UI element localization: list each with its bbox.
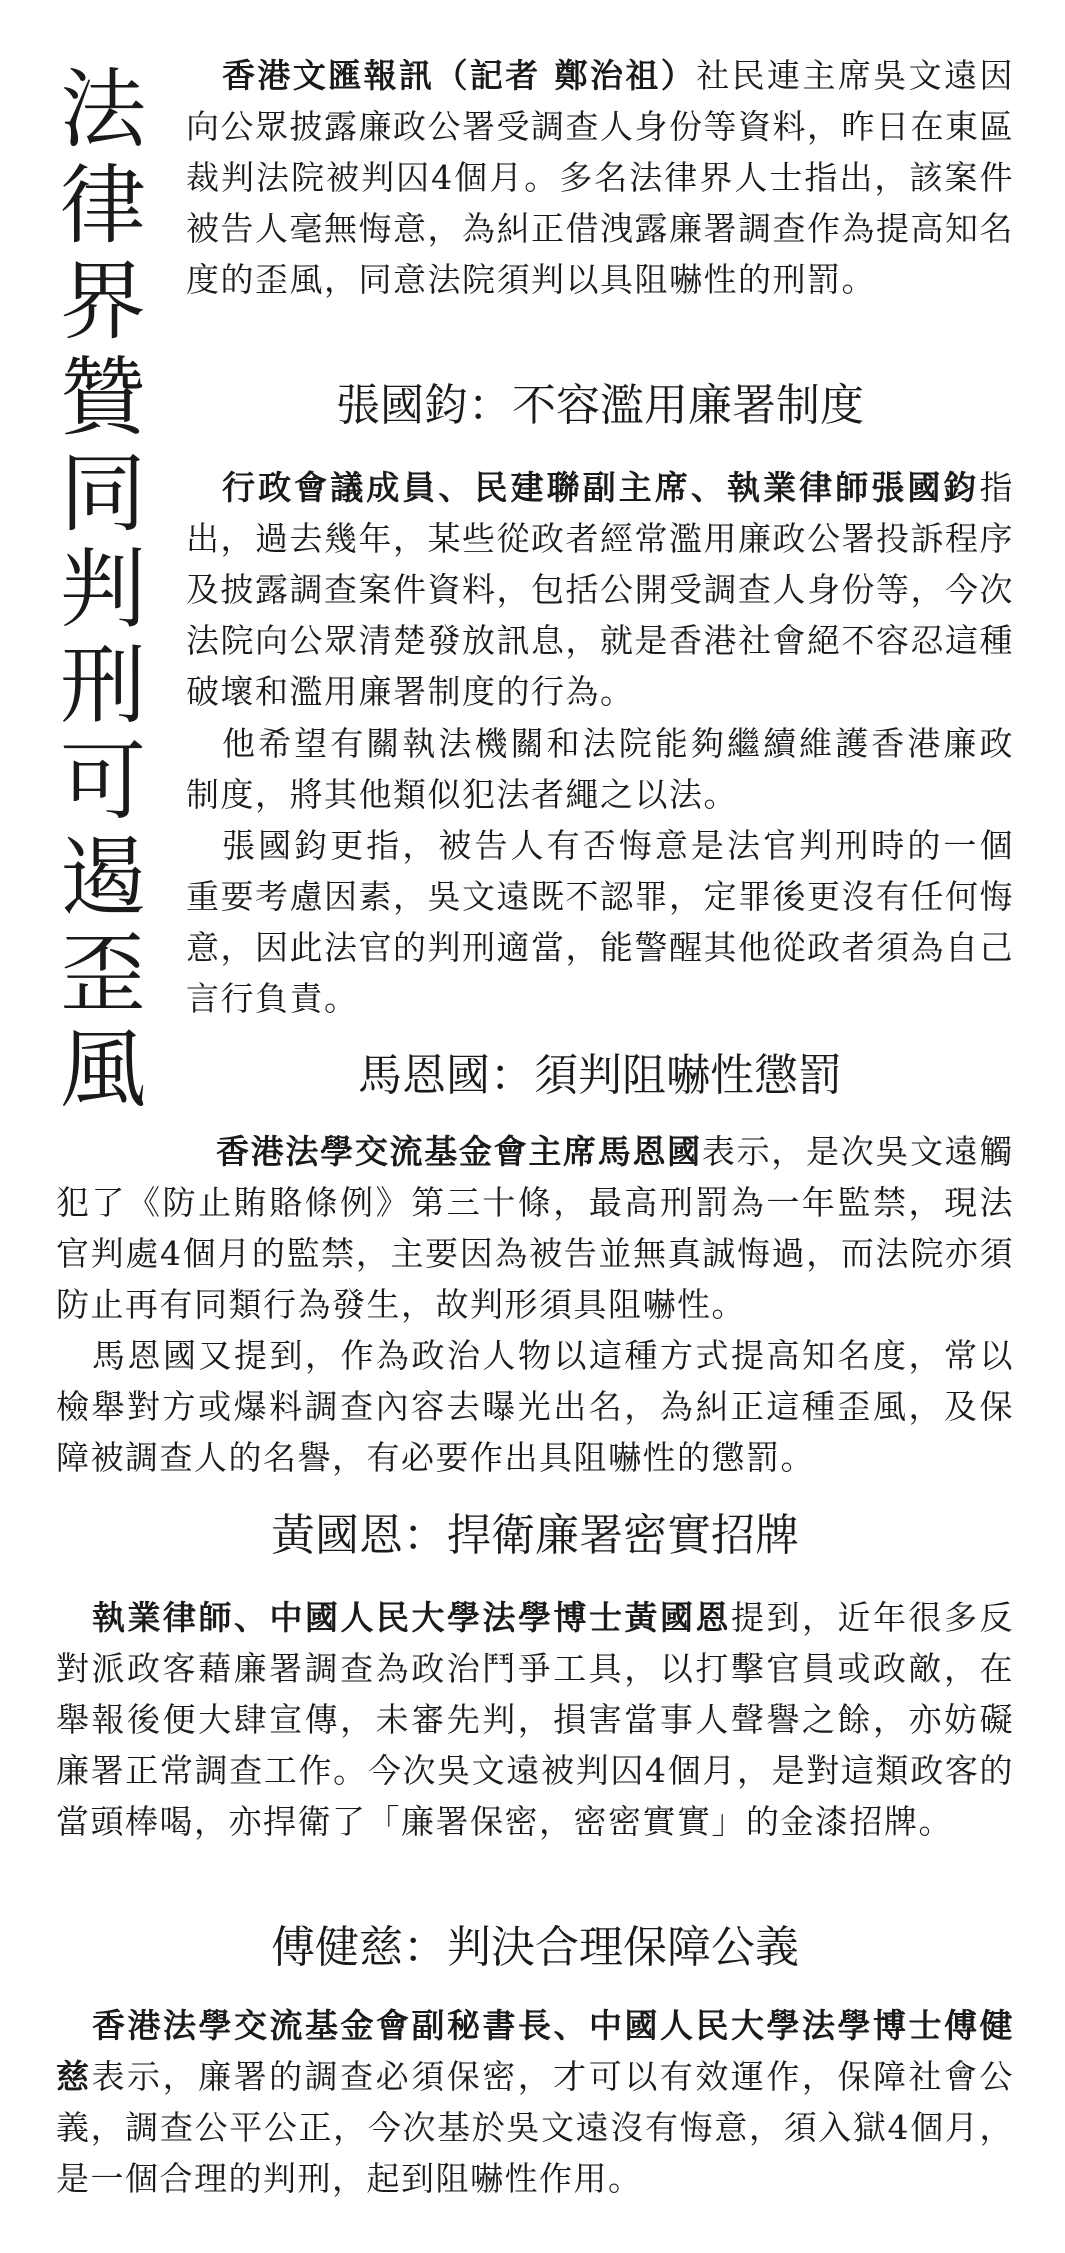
intro-text: 社民連主席吳文遠因向公眾披露廉政公署受調查人身份等資料，昨日在東區裁判法院被判囚4個月。多名法律界人士指出，該案件被告人毫無悔意，為糾正借洩露廉署調查作為提高知名度的歪風，同意法院須判以具阻嚇性的刑罰。 xyxy=(186,56,1014,299)
section4-heading: 傅健慈：判決合理保障公義 xyxy=(271,1922,799,1973)
headline xyxy=(48,62,158,1118)
section3-heading: 黃國恩：捍衛廉署密實招牌 xyxy=(271,1510,799,1561)
section1-paragraph-3: 張國鈞更指，被告人有否悔意是法官判刑時的一個重要考慮因素，吳文遠既不認罪，定罪後更沒有任何悔意，因此法官的判刑適當，能警醒其他從政者須為自己言行負責。 xyxy=(186,826,1014,1018)
section1-heading: 張國鈞：不容濫用廉署制度 xyxy=(336,380,864,431)
section3-paragraph-1 xyxy=(56,1592,1014,1847)
intro-byline: 香港文匯報訊（記者 鄭治祖） xyxy=(222,56,697,95)
section2-paragraph-1 xyxy=(56,1126,1014,1330)
headline-char: 可 xyxy=(60,732,146,832)
headline-char: 判 xyxy=(60,540,146,640)
section3-speaker: 執業律師、中國人民大學法學博士黃國恩 xyxy=(92,1598,731,1637)
section4-text-1: 表示，廉署的調查必須保密，才可以有效運作，保障社會公義，調查公平公正，今次基於吳文遠沒有悔意，須入獄4個月，是一個合理的判刑，起到阻嚇性作用。 xyxy=(56,2057,1015,2198)
section3-text-1: 提到，近年很多反對派政客藉廉署調查為政治鬥爭工具，以打擊官員或政敵，在舉報後便大肆宣傳，未審先判，損害當事人聲譽之餘，亦妨礙廉署正常調查工作。今次吳文遠被判囚4個月，是對這類政客的當頭棒喝，亦捍衛了「廉署保密，密密實實」的金漆招牌。 xyxy=(56,1598,1014,1841)
section4-paragraph-1 xyxy=(56,2000,1014,2204)
headline-char: 界 xyxy=(60,252,146,352)
headline-char: 風 xyxy=(60,1020,146,1120)
headline-char: 刑 xyxy=(60,636,146,736)
section2-text-1: 表示，是次吳文遠觸犯了《防止賄賂條例》第三十條，最高刑罰為一年監禁，現法官判處4個月的監禁，主要因為被告並無真誠悔過，而法院亦須防止再有同類行為發生，故判形須具阻嚇性。 xyxy=(56,1132,1015,1324)
headline-char: 律 xyxy=(60,156,146,256)
headline-char: 法 xyxy=(60,60,146,160)
section2-speaker: 香港法學交流基金會主席馬恩國 xyxy=(216,1132,702,1171)
section1-text-1: 指出，過去幾年，某些從政者經常濫用廉政公署投訴程序及披露調查案件資料，包括公開受調查人身份等，今次法院向公眾清楚發放訊息，就是香港社會絕不容忍這種破壞和濫用廉署制度的行為。 xyxy=(186,468,1014,711)
section4-speaker: 香港法學交流基金會副秘書長、中國人民大學法學博士傅健慈 xyxy=(56,2006,1014,2096)
headline-char: 同 xyxy=(60,444,146,544)
headline-char: 歪 xyxy=(60,924,146,1024)
headline-char: 贊 xyxy=(60,348,146,448)
section1-paragraph-2: 他希望有關執法機關和法院能夠繼續維護香港廉政制度，將其他類似犯法者繩之以法。 xyxy=(186,724,1014,814)
intro-paragraph xyxy=(186,50,1014,305)
section1-speaker: 行政會議成員、民建聯副主席、執業律師張國鈞 xyxy=(222,468,980,507)
section1-paragraph-1 xyxy=(186,462,1014,717)
section2-paragraph-2: 馬恩國又提到，作為政治人物以這種方式提高知名度，常以檢舉對方或爆料調查內容去曝光出名，為糾正這種歪風，及保障被調查人的名譽，有必要作出具阻嚇性的懲罰。 xyxy=(56,1336,1014,1477)
headline-char: 遏 xyxy=(60,828,146,928)
section2-heading: 馬恩國：須判阻嚇性懲罰 xyxy=(358,1050,842,1101)
